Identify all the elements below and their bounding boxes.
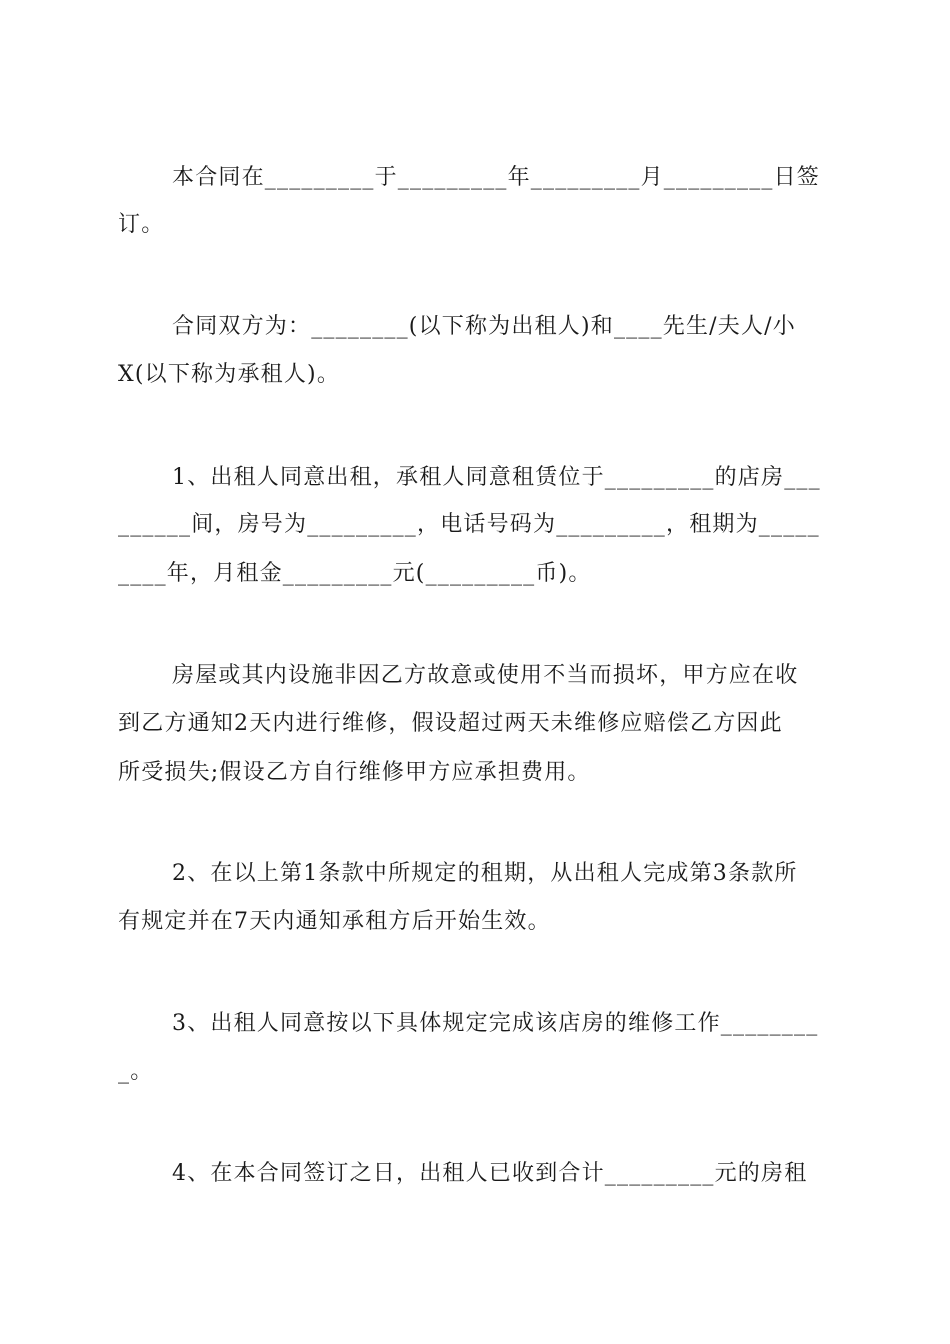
paragraph-5-line-1: 2、在以上第1条款中所规定的租期，从出租人完成第3条款所 <box>172 861 798 886</box>
paragraph-1-line-1: 本合同在_________于_________年_________月_________日签 <box>172 165 821 190</box>
paragraph-6-line-1: 3、出租人同意按以下具体规定完成该店房的维修工作________ <box>172 1011 819 1036</box>
paragraph-1-line-2: 订。 <box>118 212 165 237</box>
paragraph-3-line-3: ____年，月租金_________元(_________币)。 <box>118 561 592 586</box>
paragraph-6-line-2: _。 <box>118 1059 154 1084</box>
paragraph-5-line-2: 有规定并在7天内通知承租方后开始生效。 <box>118 909 551 934</box>
paragraph-3-line-1: 1、出租人同意出租，承租人同意租赁位于_________的店房___ <box>172 465 821 490</box>
paragraph-4-line-1: 房屋或其内设施非因乙方故意或使用不当而损坏，甲方应在收 <box>172 663 799 688</box>
paragraph-2-line-2: X(以下称为承租人)。 <box>118 362 341 387</box>
paragraph-7-line-1: 4、在本合同签订之日，出租人已收到合计_________元的房租 <box>172 1161 808 1186</box>
paragraph-3-line-2: ______间，房号为_________，电话号码为_________，租期为_____ <box>118 512 820 537</box>
paragraph-2-line-1: 合同双方为：________(以下称为出租人)和____先生/夫人/小 <box>172 314 796 339</box>
paragraph-4-line-2: 到乙方通知2天内进行维修，假设超过两天未维修应赔偿乙方因此 <box>118 711 783 736</box>
paragraph-4-line-3: 所受损失;假设乙方自行维修甲方应承担费用。 <box>118 760 591 785</box>
